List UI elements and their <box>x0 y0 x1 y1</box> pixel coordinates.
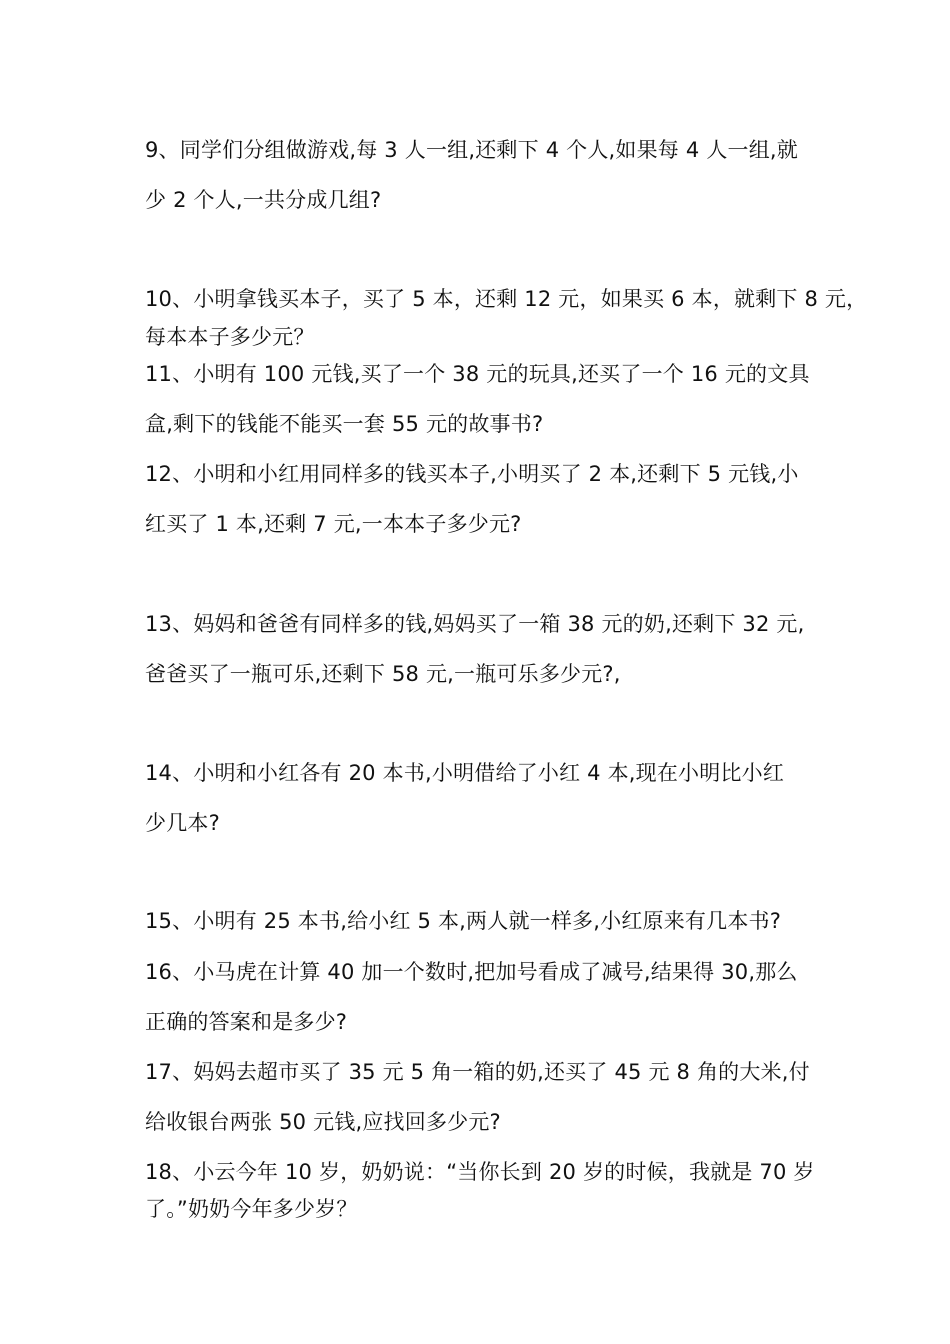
problem-12-line-2: 红买了 1 本,还剩 7 元,一本本子多少元? <box>145 512 522 536</box>
problem-15-line-1: 15、小明有 25 本书,给小红 5 本,两人就一样多,小红原来有几本书? <box>145 909 782 933</box>
problem-10-line-2: 每本本子多少元？ <box>145 325 315 349</box>
problem-11-line-1: 11、小明有 100 元钱,买了一个 38 元的玩具,还买了一个 16 元的文具 <box>145 362 810 386</box>
problem-11-line-2: 盒,剩下的钱能不能买一套 55 元的故事书? <box>145 412 544 436</box>
problem-9-line-1: 9、同学们分组做游戏,每 3 人一组,还剩下 4 个人,如果每 4 人一组,就 <box>145 138 798 162</box>
problem-17-line-1: 17、妈妈去超市买了 35 元 5 角一箱的奶,还买了 45 元 8 角的大米,付 <box>145 1060 810 1084</box>
problem-18-line-2: 了。”奶奶今年多少岁？ <box>145 1197 358 1221</box>
problem-13-line-2: 爸爸买了一瓶可乐,还剩下 58 元,一瓶可乐多少元?, <box>145 662 621 686</box>
problem-14-line-1: 14、小明和小红各有 20 本书,小明借给了小红 4 本,现在小明比小红 <box>145 761 785 785</box>
problem-16-line-2: 正确的答案和是多少? <box>145 1010 348 1034</box>
problem-17-line-2: 给收银台两张 50 元钱,应找回多少元? <box>145 1110 501 1134</box>
problem-18-line-1: 18、小云今年 10 岁，奶奶说：“当你长到 20 岁的时候，我就是 70 岁 <box>145 1160 815 1184</box>
problem-13-line-1: 13、妈妈和爸爸有同样多的钱,妈妈买了一箱 38 元的奶,还剩下 32 元, <box>145 612 805 636</box>
problem-12-line-1: 12、小明和小红用同样多的钱买本子,小明买了 2 本,还剩下 5 元钱,小 <box>145 462 799 486</box>
problem-16-line-1: 16、小马虎在计算 40 加一个数时,把加号看成了减号,结果得 30,那么 <box>145 960 798 984</box>
problem-10-line-1: 10、小明拿钱买本子，买了 5 本，还剩 12 元，如果买 6 本，就剩下 8 元， <box>145 287 868 311</box>
problem-14-line-2: 少几本? <box>145 811 220 835</box>
problem-9-line-2: 少 2 个人,一共分成几组? <box>145 188 382 212</box>
